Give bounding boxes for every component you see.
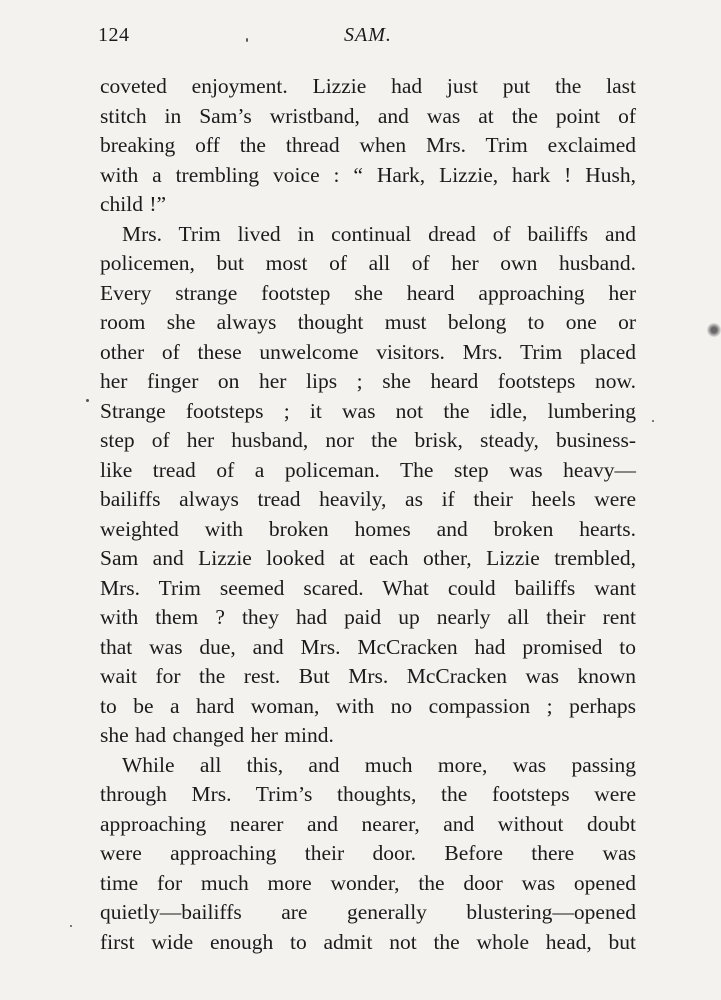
ink-speck xyxy=(246,38,248,42)
text-line: step of her husband, nor the brisk, steady, business- xyxy=(100,428,636,452)
text-line: Sam and Lizzie looked at each other, Lizzie trembled, xyxy=(100,546,636,570)
paragraph-start-line: Mrs. Trim lived in continual dread of bailiffs and xyxy=(122,221,636,246)
text-line: with them ? they had paid up nearly all their rent xyxy=(100,605,636,629)
text-line: her finger on her lips ; she heard footsteps now. xyxy=(100,369,636,393)
text-line: stitch in Sam’s wristband, and was at the point of xyxy=(100,103,636,128)
text-line: with a trembling voice : “ Hark, Lizzie, hark ! Hush, xyxy=(100,162,636,187)
text-line: first wide enough to admit not the whole head, but xyxy=(100,929,636,954)
text-line: were approaching their door. Before there was xyxy=(100,841,636,865)
text-line: child !” xyxy=(100,192,167,216)
text-line: other of these unwelcome visitors. Mrs. Trim placed xyxy=(100,339,636,364)
body-text xyxy=(100,72,636,957)
running-head: SAM. xyxy=(344,24,392,46)
text-line: Mrs. Trim seemed scared. What could bailiffs want xyxy=(100,575,636,600)
ink-speck xyxy=(86,399,89,402)
text-line: room she always thought must belong to one or xyxy=(100,310,636,334)
text-line: policemen, but most of all of her own husband. xyxy=(100,251,636,275)
page-number: 124 xyxy=(98,24,130,46)
text-line: coveted enjoyment. Lizzie had just put the last xyxy=(100,74,636,98)
text-line: breaking off the thread when Mrs. Trim exclaimed xyxy=(100,133,636,157)
text-line: time for much more wonder, the door was opened xyxy=(100,870,636,895)
text-line: like tread of a policeman. The step was heavy— xyxy=(100,457,636,482)
text-line: weighted with broken homes and broken hearts. xyxy=(100,516,636,541)
text-line: bailiffs always tread heavily, as if their heels were xyxy=(100,487,636,511)
text-line: she had changed her mind. xyxy=(100,723,334,747)
ink-speck xyxy=(652,420,654,422)
text-line: approaching nearer and nearer, and without doubt xyxy=(100,811,636,836)
text-line: Strange footsteps ; it was not the idle, lumbering xyxy=(100,398,636,423)
text-line: through Mrs. Trim’s thoughts, the footsteps were xyxy=(100,782,636,806)
page-edge-mark xyxy=(707,322,721,338)
ink-speck xyxy=(70,925,72,927)
text-line: wait for the rest. But Mrs. McCracken was known xyxy=(100,664,636,688)
text-line: Every strange footstep she heard approaching her xyxy=(100,280,636,305)
text-line: that was due, and Mrs. McCracken had promised to xyxy=(100,634,636,659)
page-header xyxy=(98,24,638,54)
paragraph-start-line: While all this, and much more, was passing xyxy=(122,752,636,777)
text-line: quietly—bailiffs are generally blustering—opened xyxy=(100,900,636,924)
text-line: to be a hard woman, with no compassion ; perhaps xyxy=(100,693,636,718)
